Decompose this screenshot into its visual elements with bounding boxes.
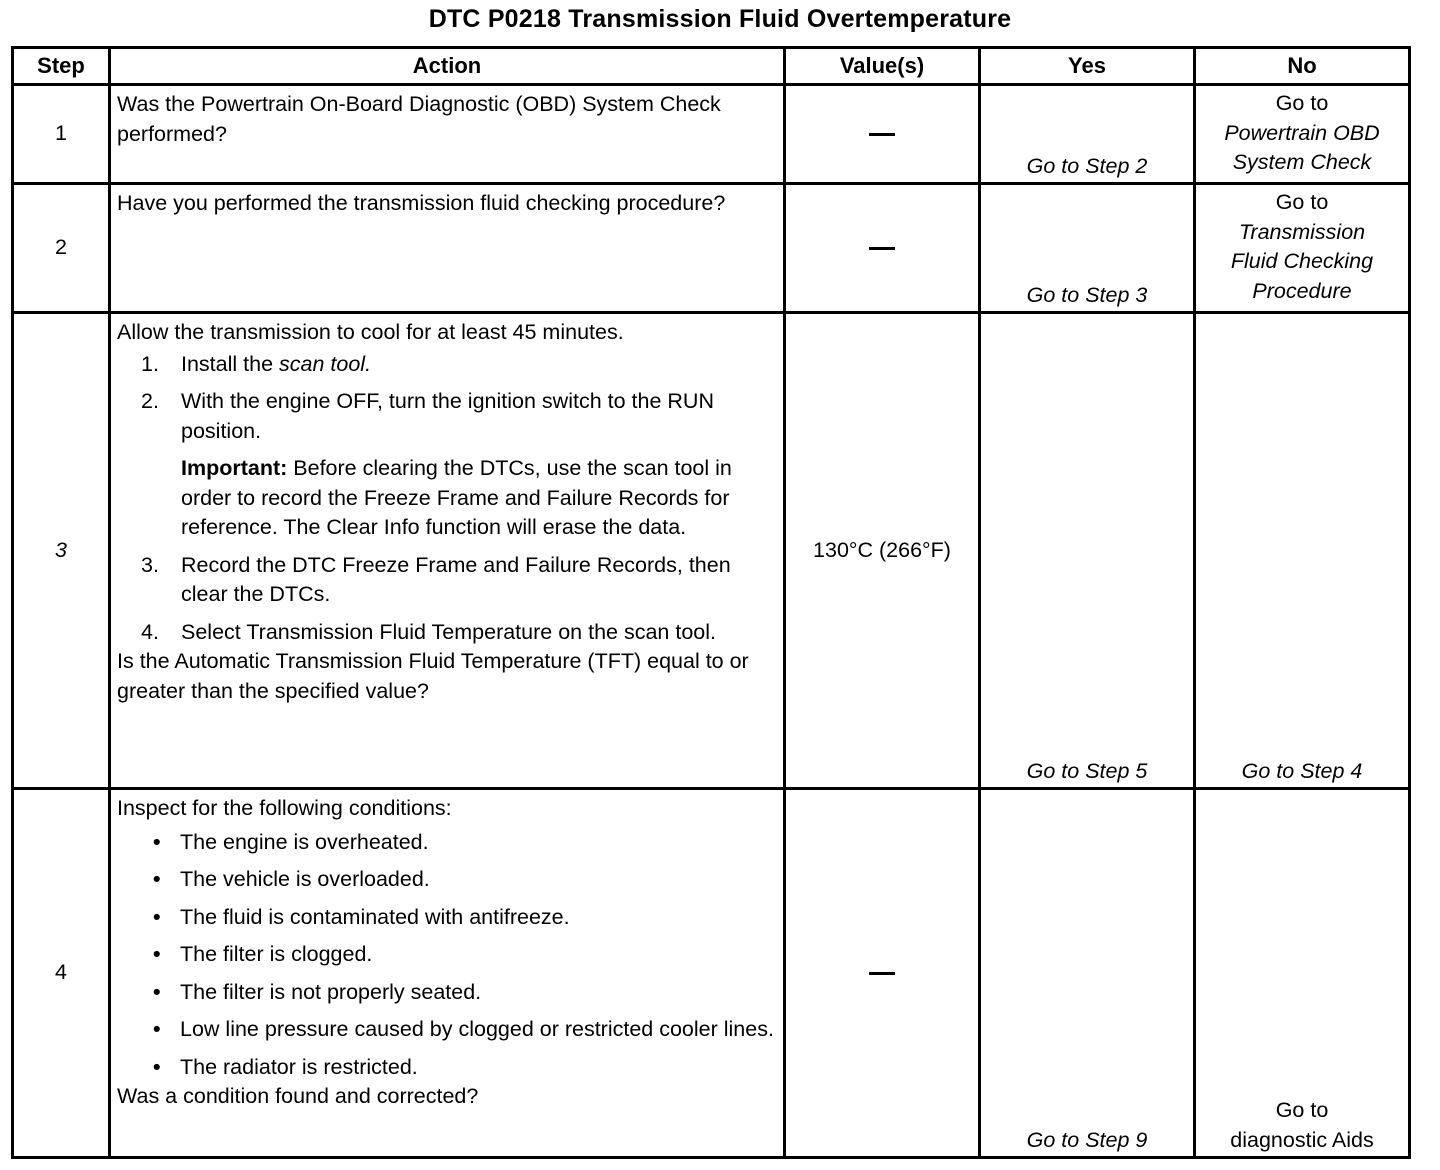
table-row-step-3 (13, 313, 1410, 789)
header-values: Value(s) (785, 48, 980, 85)
action-text: Was the Powertrain On-Board Diagnostic (OBD) System Check performed? (110, 85, 785, 184)
condition-text: The fluid is contaminated with antifreeze. (180, 904, 570, 929)
procedure-list (117, 551, 777, 648)
action-cell (110, 313, 785, 789)
dash-icon (869, 133, 895, 136)
important-note (181, 454, 777, 543)
conditions-list (117, 828, 777, 1083)
bullet-icon: • (153, 867, 161, 891)
action-lead: Allow the transmission to cool for at least 45 minutes. (117, 320, 624, 344)
no-cell[interactable] (1195, 184, 1410, 313)
header-row (13, 48, 1410, 85)
header-step: Step (13, 48, 110, 85)
diagnostic-table (11, 46, 1411, 1159)
bullet-icon: • (153, 904, 161, 929)
list-item (117, 1015, 777, 1045)
action-question: Is the Automatic Transmission Fluid Temperature (TFT) equal to or greater than the specified value? (117, 649, 749, 703)
header-yes: Yes (980, 48, 1195, 85)
action-text: Have you performed the transmission fluid checking procedure? (110, 184, 785, 313)
important-label: Important: (181, 456, 288, 480)
header-action: Action (110, 48, 785, 85)
action-lead: Inspect for the following conditions: (117, 796, 452, 820)
list-item (117, 350, 777, 380)
yes-link[interactable]: Go to Step 2 (980, 85, 1195, 184)
list-item (117, 828, 777, 858)
dash-icon (869, 247, 895, 250)
header-no: No (1195, 48, 1410, 85)
step-number: 3 (13, 313, 110, 789)
no-link[interactable]: Transmission Fluid Checking Procedure (1230, 219, 1374, 303)
item-text: Install the (181, 351, 274, 376)
yes-link[interactable]: Go to Step 3 (980, 184, 1195, 313)
bullet-icon: • (153, 1017, 161, 1041)
list-item (117, 551, 777, 610)
bullet-icon: • (153, 942, 161, 966)
step-number: 2 (13, 184, 110, 313)
dash-icon (869, 972, 895, 975)
list-item (117, 1053, 777, 1083)
item-number: 3. (141, 552, 159, 577)
scan-tool-link[interactable]: scan tool. (279, 351, 372, 376)
value-cell (785, 789, 980, 1158)
step-number: 4 (13, 789, 110, 1158)
item-number: 2. (141, 389, 159, 413)
item-number: 4. (141, 619, 159, 644)
condition-text: The radiator is restricted. (180, 1054, 418, 1079)
yes-link[interactable]: Go to Step 9 (980, 789, 1195, 1158)
list-item (117, 978, 777, 1008)
list-item (117, 865, 777, 895)
important-text: Before clearing the DTCs, use the scan tool in order to record the Freeze Frame and Failure Records for reference. The Clear Info function will erase the data. (181, 456, 732, 539)
action-cell (110, 789, 785, 1158)
page-title: DTC P0218 Transmission Fluid Overtemperature (428, 5, 1012, 33)
bullet-icon: • (153, 829, 161, 854)
table-row-step-4 (13, 789, 1410, 1158)
condition-text: The filter is not properly seated. (180, 979, 482, 1004)
step-number: 1 (13, 85, 110, 184)
value-cell: 130°C (266°F) (785, 313, 980, 789)
no-prefix: Go to (1275, 190, 1329, 214)
list-item (117, 903, 777, 933)
value-cell (785, 85, 980, 184)
item-number: 1. (141, 351, 159, 376)
list-item (117, 940, 777, 970)
no-cell[interactable] (1195, 85, 1410, 184)
condition-text: The filter is clogged. (180, 942, 373, 966)
item-text: Record the DTC Freeze Frame and Failure Records, then clear the DTCs. (181, 552, 731, 606)
procedure-list (117, 350, 777, 447)
bullet-icon: • (153, 979, 161, 1004)
no-link[interactable]: Powertrain OBD System Check (1224, 120, 1380, 174)
action-question: Was a condition found and corrected? (117, 1084, 479, 1108)
list-item (117, 387, 777, 446)
condition-text: The vehicle is overloaded. (180, 867, 430, 891)
list-item (117, 618, 777, 648)
no-prefix: Go to (1275, 91, 1329, 115)
no-link[interactable] (1195, 789, 1410, 1158)
item-text: With the engine OFF, turn the ignition switch to the RUN position. (181, 389, 714, 443)
bullet-icon: • (153, 1054, 161, 1079)
yes-link[interactable]: Go to Step 5 (980, 313, 1195, 789)
condition-text: Low line pressure caused by clogged or restricted cooler lines. (180, 1017, 774, 1041)
table-row-step-2 (13, 184, 1410, 313)
condition-text: The engine is overheated. (180, 829, 429, 854)
no-text: Go to diagnostic Aids (1230, 1098, 1374, 1152)
value-cell (785, 184, 980, 313)
no-link[interactable]: Go to Step 4 (1195, 313, 1410, 789)
item-text: Select Transmission Fluid Temperature on the scan tool. (181, 619, 716, 644)
table-row-step-1 (13, 85, 1410, 184)
